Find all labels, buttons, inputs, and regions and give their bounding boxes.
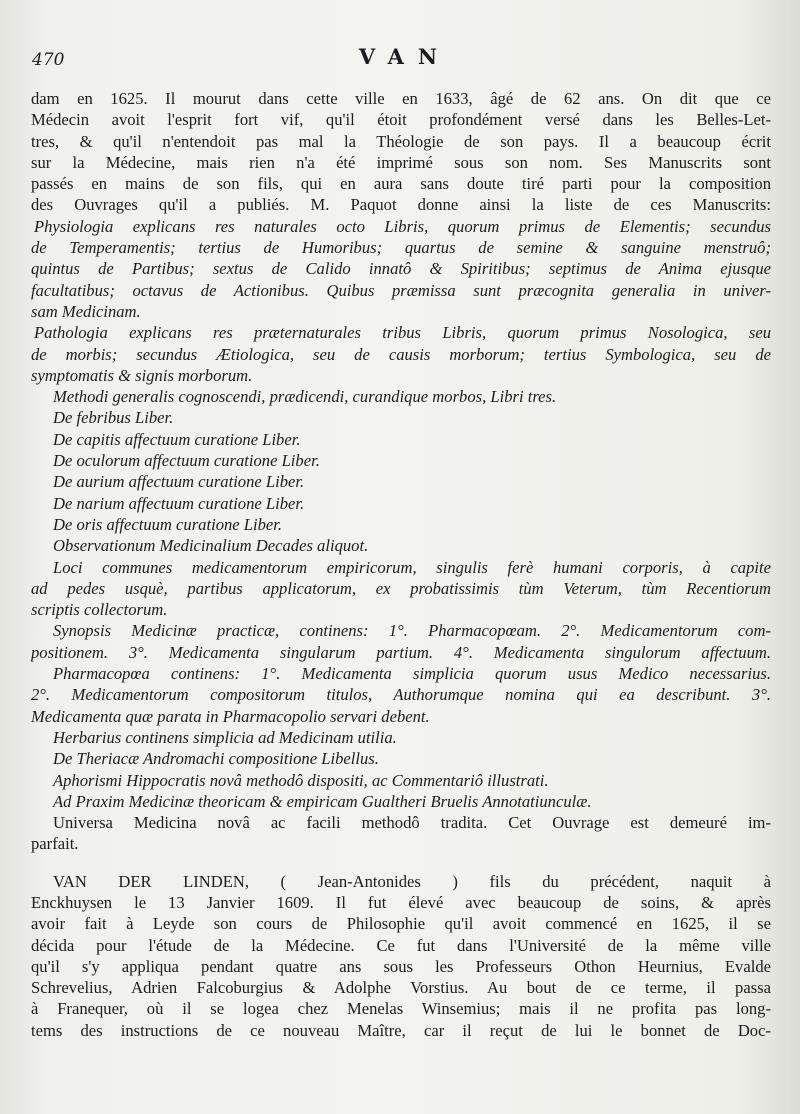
text-line: quintus de Partibus; sextus de Calido innatô & Spiritibus; septimus de Anima ejusque xyxy=(31,259,771,279)
text-line: Medicamenta quæ parata in Pharmacopolio servari debent. xyxy=(31,706,430,726)
text-line: Physiologia explicans res naturales octo Libris, quorum primus de Elementis; secundus xyxy=(34,216,771,236)
text-line: Ad Praxim Medicinæ theoricam & empiricam Gualtheri Bruelis Annotatiunculæ. xyxy=(53,791,592,811)
text-line: parfait. xyxy=(31,834,79,854)
page-number: 470 xyxy=(32,50,65,70)
text-line: sam Medicinam. xyxy=(31,301,141,321)
text-line: De febribus Liber. xyxy=(53,408,174,428)
text-line: Methodi generalis cognoscendi, prædicendi, curandique morbos, Libri tres. xyxy=(53,387,557,407)
text-line: VAN DER LINDEN, ( Jean-Antonides ) fils du précédent, naquit à xyxy=(53,871,771,891)
text-line: de Temperamentis; tertius de Humoribus; quartus de semine & sanguine menstruô; xyxy=(31,238,771,258)
text-line: qu'il s'y appliqua pendant quatre ans sous les Professeurs Othon Heurnius, Evalde xyxy=(31,956,771,976)
text-line: tems des instructions de ce nouveau Maître, car il reçut de lui le bonnet de Doc- xyxy=(31,1020,771,1040)
text-line: décida pour l'étude de la Médecine. Ce fut dans l'Université de la même ville xyxy=(31,935,771,955)
text-line: De oculorum affectuum curatione Liber. xyxy=(53,451,320,471)
text-line: facultatibus; octavus de Actionibus. Quibus præmissa sunt præcognita generalia in univer- xyxy=(31,280,771,300)
text-line: ad pedes usquè, partibus applicatorum, ex probatissimis tùm Veterum, tùm Recentiorum xyxy=(31,578,771,598)
body-text xyxy=(31,88,771,1041)
text-line: Synopsis Medicinæ practicæ, continens: 1°. Pharmacopœam. 2°. Medicamentorum com- xyxy=(53,621,771,641)
text-line: dam en 1625. Il mourut dans cette ville en 1633, âgé de 62 ans. On dit que ce xyxy=(31,89,771,108)
text-line: De Theriacæ Andromachi compositione Libellus. xyxy=(53,749,379,769)
text-line: Pathologia explicans res præternaturales tribus Libris, quorum primus Nosologica, seu xyxy=(34,323,771,343)
text-line: Universa Medicina novâ ac facili methodô tradita. Cet Ouvrage est demeuré im- xyxy=(53,813,771,833)
text-line: De capitis affectuum curatione Liber. xyxy=(53,429,301,449)
text-line: Médecin avoit l'esprit fort vif, qu'il étoit profondément versé dans les Belles-Let- xyxy=(31,110,771,130)
text-line: Schrevelius, Adrien Falcoburgius & Adolphe Vorstius. Au bout de ce terme, il passa xyxy=(31,978,771,998)
running-head: VAN xyxy=(358,44,452,69)
text-line: tres, & qu'il n'entendoit pas mal la Théologie de son pays. Il a beaucoup écrit xyxy=(31,131,771,151)
text-line: passés en mains de son fils, qui en aura sans doute tiré parti pour la composition xyxy=(31,174,771,194)
text-line: Aphorismi Hippocratis novâ methodô dispositi, ac Commentariô illustrati. xyxy=(53,770,549,790)
text-line: de morbis; secundus Ætiologica, seu de causis morborum; tertius Symbologica, seu de xyxy=(31,344,771,364)
text-line: sur la Médecine, mais rien n'a été imprimé sous son nom. Ses Manuscrits sont xyxy=(31,152,771,172)
paragraph-gap xyxy=(31,855,771,871)
text-line: des Ouvrages qu'il a publiés. M. Paquot donne ainsi la liste de ces Manuscrits: xyxy=(31,195,771,215)
text-line: Pharmacopœa continens: 1°. Medicamenta simplicia quorum usus Medico necessarius. xyxy=(53,664,771,684)
text-line: positionem. 3°. Medicamenta singularum partium. 4°. Medicamenta singulorum affectuum. xyxy=(31,642,771,662)
text-line: Loci communes medicamentorum empiricorum, singulis ferè humani corporis, à capite xyxy=(53,557,771,577)
text-line: Observationum Medicinalium Decades aliquot. xyxy=(53,536,369,556)
page-header xyxy=(30,44,780,74)
text-line: à Franequer, où il se logea chez Menelas Winsemius; mais il ne profita pas long- xyxy=(31,999,771,1019)
text-line: avoir fait à Leyde son cours de Philosophie qu'il avoit commencé en 1625, il se xyxy=(31,914,771,934)
text-line: De oris affectuum curatione Liber. xyxy=(53,514,283,534)
text-line: 2°. Medicamentorum compositorum titulos, Authorumque nomina qui ea describunt. 3°. xyxy=(31,685,771,705)
text-line: Enckhuysen le 13 Janvier 1609. Il fut élevé avec beaucoup de soins, & après xyxy=(31,892,771,912)
text-line: De aurium affectuum curatione Liber. xyxy=(53,472,305,492)
text-line: scriptis collectorum. xyxy=(31,600,168,620)
text-line: Herbarius continens simplicia ad Medicinam utilia. xyxy=(53,727,397,747)
text-line: symptomatis & signis morborum. xyxy=(31,365,253,385)
text-line: De narium affectuum curatione Liber. xyxy=(53,493,305,513)
